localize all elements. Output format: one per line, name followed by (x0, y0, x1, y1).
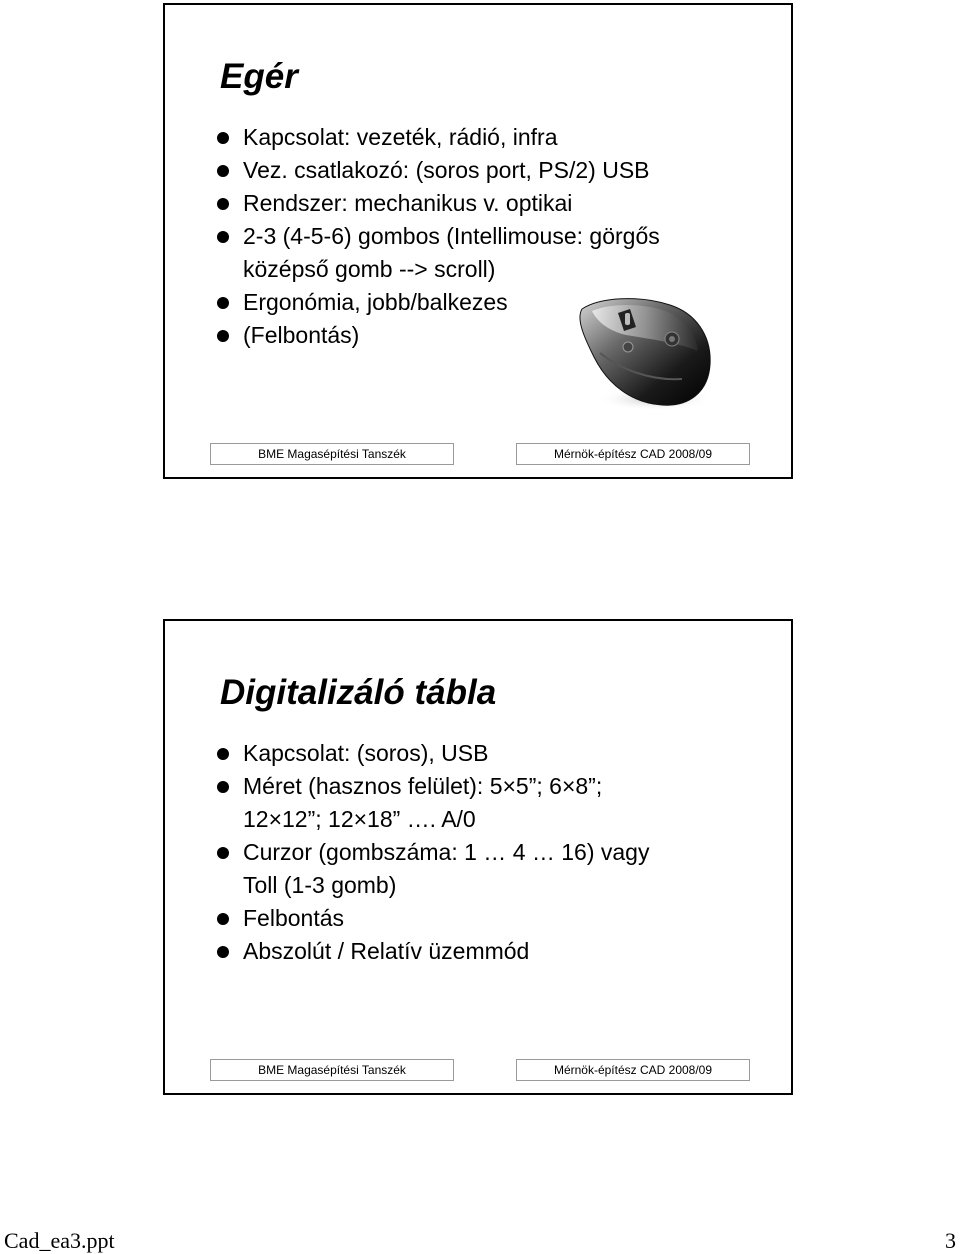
list-item: Ergonómia, jobb/balkezes (217, 286, 660, 319)
bullet-icon (217, 231, 229, 243)
bullet-icon (217, 847, 229, 859)
computer-mouse-icon (570, 295, 720, 415)
slide-eger (163, 3, 793, 479)
footer-department: BME Magasépítési Tanszék (210, 443, 454, 465)
list-item: Felbontás (217, 902, 649, 935)
bullet-icon (217, 781, 229, 793)
list-item: Curzor (gombszáma: 1 … 4 … 16) vagy Toll (1-3 gomb) (217, 836, 649, 902)
bullet-icon (217, 748, 229, 760)
bullet-icon (217, 198, 229, 210)
slide-title: Digitalizáló tábla (220, 673, 497, 712)
file-name: Cad_ea3.ppt (4, 1228, 115, 1253)
list-item: 2-3 (4-5-6) gombos (Intellimouse: görgős középső gomb --> scroll) (217, 220, 660, 286)
list-item: Rendszer: mechanikus v. optikai (217, 187, 660, 220)
bullet-icon (217, 913, 229, 925)
bullet-list (217, 737, 649, 968)
list-item: Kapcsolat: (soros), USB (217, 737, 649, 770)
slide-title: Egér (220, 57, 298, 96)
bullet-icon (217, 330, 229, 342)
bullet-icon (217, 165, 229, 177)
list-item: (Felbontás) (217, 319, 660, 352)
bullet-icon (217, 132, 229, 144)
bullet-icon (217, 297, 229, 309)
slide-digitalizalo-tabla (163, 619, 793, 1095)
footer-course: Mérnök-építész CAD 2008/09 (516, 1059, 750, 1081)
list-item: Méret (hasznos felület): 5×5”; 6×8”; 12×12”; 12×18” …. A/0 (217, 770, 649, 836)
list-item: Vez. csatlakozó: (soros port, PS/2) USB (217, 154, 660, 187)
footer-course: Mérnök-építész CAD 2008/09 (516, 443, 750, 465)
footer-department: BME Magasépítési Tanszék (210, 1059, 454, 1081)
list-item: Abszolút / Relatív üzemmód (217, 935, 649, 968)
page-number: 3 (945, 1228, 956, 1253)
bullet-icon (217, 946, 229, 958)
list-item: Kapcsolat: vezeték, rádió, infra (217, 121, 660, 154)
page-footer (0, 1228, 960, 1254)
